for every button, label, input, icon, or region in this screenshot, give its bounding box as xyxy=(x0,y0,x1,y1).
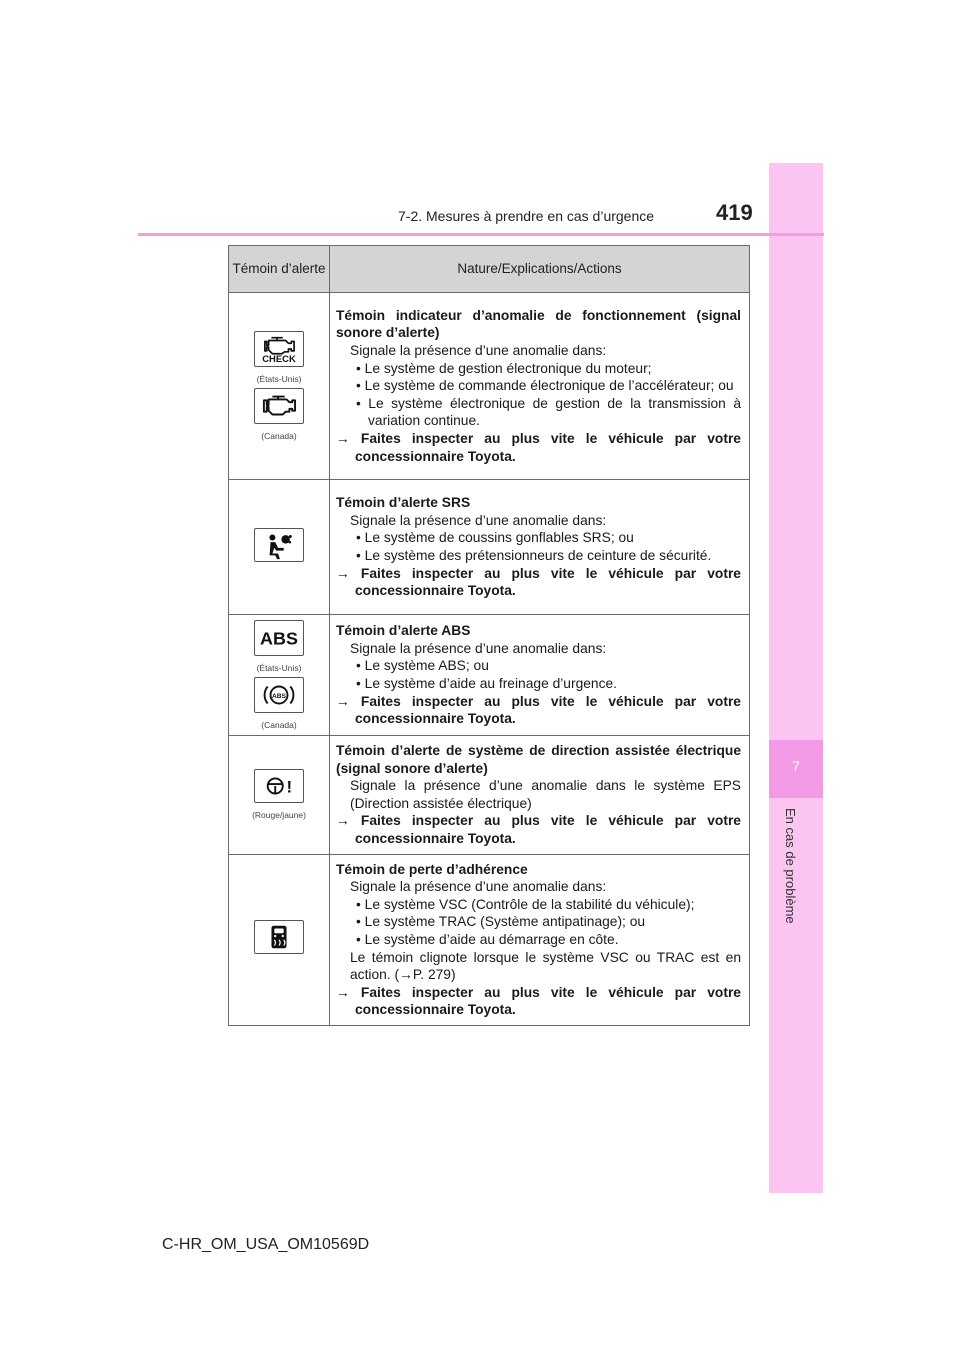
warning-title: Témoin d’alerte de système de direction assistée électrique (signal sonore d’alerte) xyxy=(336,743,741,776)
section-title: 7-2. Mesures à prendre en cas d’urgence xyxy=(398,208,655,224)
warning-intro: Signale la présence d’une anomalie dans le système EPS (Direction assistée électrique) xyxy=(350,778,741,811)
list-item: • Le système TRAC (Système antipatinage); ou xyxy=(356,914,646,930)
airbag-icon xyxy=(254,528,304,562)
action-instruction: → Faites inspecter au plus vite le véhicule par votre concessionnaire Toyota. xyxy=(336,430,741,464)
page-reference-link[interactable]: P. 279) xyxy=(412,967,456,983)
chapter-side-tab xyxy=(769,163,823,1193)
check-engine-icon xyxy=(254,331,304,367)
icon-cell xyxy=(229,736,330,855)
svg-text:ABS: ABS xyxy=(272,692,286,700)
list-item: • Le système de commande électronique de l’accélérateur; ou xyxy=(356,378,734,394)
icon-caption: (Canada) xyxy=(261,720,297,730)
icon-caption: (Rouge/jaune) xyxy=(252,810,306,821)
list-item: • Le système des prétensionneurs de ceinture de sécurité. xyxy=(356,548,712,563)
icon-cell xyxy=(229,615,330,736)
table-header-row xyxy=(229,246,750,293)
icon-cell xyxy=(229,293,330,480)
document-code: C-HR_OM_USA_OM10569D xyxy=(162,1236,370,1253)
arrow-icon: → xyxy=(336,565,350,581)
icon-cell xyxy=(229,480,330,615)
chapter-number: 7 xyxy=(792,758,800,774)
svg-text:!: ! xyxy=(286,777,293,797)
table-row xyxy=(229,736,750,855)
table-row xyxy=(229,615,750,736)
action-instruction: → Faites inspecter au plus vite le véhicule par votre concessionnaire Toyota. xyxy=(336,565,741,599)
action-instruction: → Faites inspecter au plus vite le véhicule par votre concessionnaire Toyota. xyxy=(336,693,741,727)
arrow-icon: → xyxy=(399,967,413,983)
arrow-icon: → xyxy=(336,813,350,829)
description-cell xyxy=(330,293,750,480)
warning-intro: Signale la présence d’une anomalie dans: xyxy=(350,640,607,656)
steering-warning-icon xyxy=(254,769,304,803)
warning-title: Témoin d’alerte SRS xyxy=(336,495,471,511)
abs-icon xyxy=(254,620,304,656)
icon-caption: (États-Unis) xyxy=(256,663,302,673)
arrow-icon: → xyxy=(336,693,350,709)
engine-icon xyxy=(254,388,304,424)
table-row xyxy=(229,854,750,1025)
warning-title: Témoin indicateur d’anomalie de fonctionnement (signal sonore d’alerte) xyxy=(336,307,741,341)
page-number: 419 xyxy=(716,200,753,225)
warning-intro: Signale la présence d’une anomalie dans: xyxy=(350,343,607,359)
warning-intro: Signale la présence d’une anomalie dans: xyxy=(350,879,607,895)
description-cell xyxy=(330,854,750,1025)
slip-indicator-icon xyxy=(254,920,304,954)
list-item: • Le système VSC (Contrôle de la stabilité du véhicule); xyxy=(356,896,695,912)
warning-title: Témoin de perte d’adhérence xyxy=(336,861,528,877)
action-instruction: → Faites inspecter au plus vite le véhicule par votre concessionnaire Toyota. xyxy=(336,813,741,846)
description-cell xyxy=(330,615,750,736)
list-item: • Le système de coussins gonflables SRS; ou xyxy=(356,530,634,546)
svg-text:CHECK: CHECK xyxy=(262,354,296,366)
column-header-nature: Nature/Explications/Actions xyxy=(330,246,750,293)
arrow-icon: → xyxy=(336,984,350,1000)
column-header-warning-light: Témoin d’alerte xyxy=(229,246,330,293)
description-cell xyxy=(330,736,750,855)
abs-circle-icon xyxy=(254,677,304,713)
arrow-icon: → xyxy=(336,430,350,446)
icon-cell xyxy=(229,854,330,1025)
table-row xyxy=(229,480,750,615)
list-item: • Le système d’aide au freinage d’urgence. xyxy=(356,676,618,691)
svg-text:ABS: ABS xyxy=(260,628,298,649)
icon-caption: (États-Unis) xyxy=(256,374,302,384)
warning-lights-table xyxy=(228,245,750,1026)
list-item: • Le système électronique de gestion de la transmission à variation continue. xyxy=(356,395,741,429)
list-item: • Le système d’aide au démarrage en côte. xyxy=(356,931,619,947)
list-item: • Le système ABS; ou xyxy=(356,658,489,674)
description-cell xyxy=(330,480,750,615)
action-instruction: → Faites inspecter au plus vite le véhicule par votre concessionnaire Toyota. xyxy=(336,984,741,1018)
warning-title: Témoin d’alerte ABS xyxy=(336,623,471,639)
icon-caption: (Canada) xyxy=(261,431,297,441)
chapter-label: En cas de problème xyxy=(783,808,798,924)
list-item: • Le système de gestion électronique du moteur; xyxy=(356,360,652,376)
warning-intro: Signale la présence d’une anomalie dans: xyxy=(350,512,607,528)
table-row xyxy=(229,293,750,480)
warning-note: Le témoin clignote lorsque le système VSC ou TRAC est en action. (→P. 279) xyxy=(350,949,741,983)
header-divider xyxy=(138,233,824,236)
